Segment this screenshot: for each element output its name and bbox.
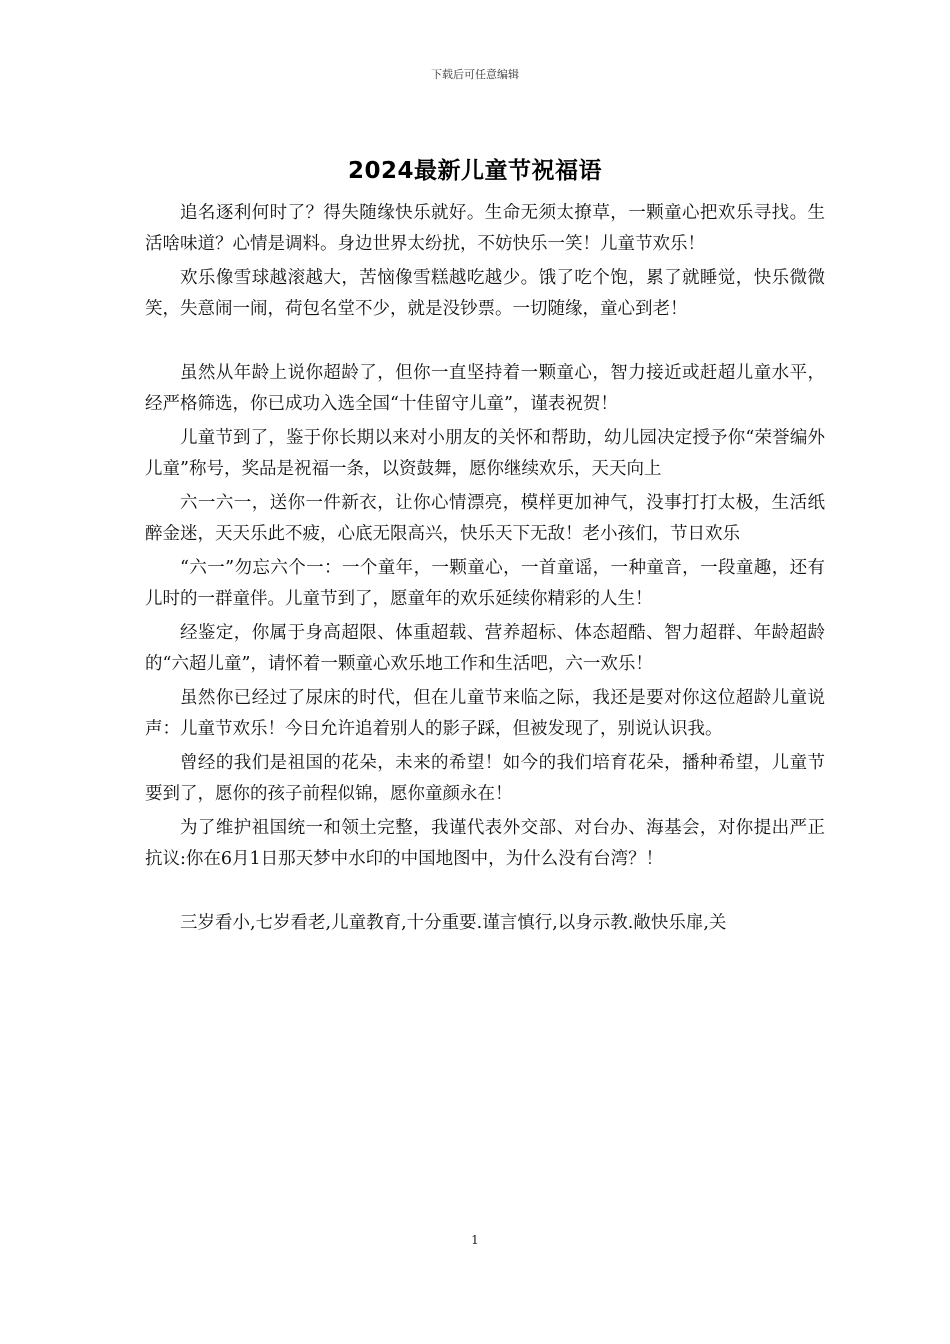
paragraph: 儿童节到了，鉴于你长期以来对小朋友的关怀和帮助，幼儿园决定授予你“荣誉编外儿童”称号，奖品是祝福一条，以资鼓舞，愿你继续欢乐，天天向上 (145, 428, 825, 479)
document-title: 2024最新儿童节祝福语 (347, 158, 602, 184)
paragraph: 追名逐利何时了？得失随缘快乐就好。生命无须太撩草，一颗童心把欢乐寻找。生活啥味道？心情是调料。身边世界太纷扰，不妨快乐一笑！儿童节欢乐！ (145, 203, 825, 254)
paragraph: 曾经的我们是祖国的花朵，未来的希望！如今的我们培育花朵，播种希望，儿童节要到了，愿你的孩子前程似锦，愿你童颜永在！ (145, 753, 825, 804)
paragraph: 欢乐像雪球越滚越大，苦恼像雪糕越吃越少。饿了吃个饱，累了就睡觉，快乐微微笑，失意闹一闹，荷包名堂不少，就是没钞票。一切随缘，童心到老！ (145, 268, 825, 319)
page-number: 1 (471, 1233, 479, 1247)
paragraph: 三岁看小,七岁看老,儿童教育,十分重要.谨言慎行,以身示教.敞快乐扉,关 (180, 913, 727, 933)
document-body (145, 198, 825, 943)
paragraph: 虽然从年龄上说你超龄了，但你一直坚持着一颗童心，智力接近或赶超儿童水平，经严格筛选，你已成功入选全国“十佳留守儿童”，谨表祝贺！ (145, 363, 825, 414)
paragraph: 经鉴定，你属于身高超限、体重超载、营养超标、体态超酷、智力超群、年龄超龄的“六超儿童”，请怀着一颗童心欢乐地工作和生活吧，六一欢乐！ (145, 623, 825, 674)
paragraph: 六一六一，送你一件新衣，让你心情漂亮，模样更加神气，没事打打太极，生活纸醉金迷，天天乐此不疲，心底无限高兴，快乐天下无敌！老小孩们，节日欢乐 (145, 493, 825, 544)
paragraph: 为了维护祖国统一和领土完整，我谨代表外交部、对台办、海基会，对你提出严正抗议:你在6月1日那天梦中水印的中国地图中，为什么没有台湾？！ (145, 818, 825, 869)
paragraph: “六一”勿忘六个一：一个童年，一颗童心，一首童谣，一种童音，一段童趣，还有儿时的一群童伴。儿童节到了，愿童年的欢乐延续你精彩的人生！ (145, 558, 825, 609)
paragraph: 虽然你已经过了尿床的时代，但在儿童节来临之际，我还是要对你这位超龄儿童说声：儿童节欢乐！今日允许追着别人的影子踩，但被发现了，别说认识我。 (145, 688, 825, 739)
page-header: 下载后可任意编辑 (431, 68, 519, 81)
